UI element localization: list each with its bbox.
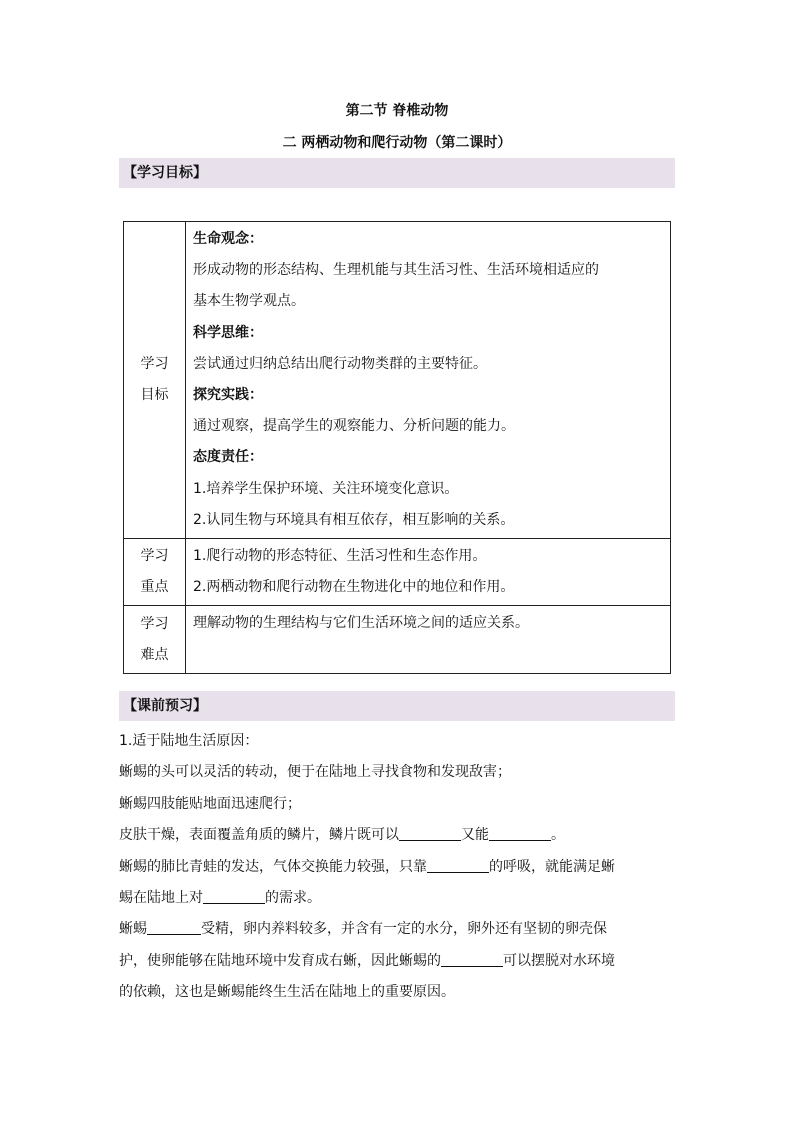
key-point-text: 1.爬行动物的形态特征、生活习性和生态作用。 [193, 548, 487, 565]
row-label-line: 目标 [140, 387, 169, 404]
preview-text: 的依赖，这也是蜥蜴能终生生活在陆地上的重要原因。 [119, 984, 455, 1001]
preview-text: 蜥蜴的肺比青蛙的发达，气体交换能力较强，只靠 [119, 858, 427, 875]
table-row [124, 606, 671, 673]
preview-line [119, 726, 679, 757]
row-label-line: 学习 [140, 356, 169, 373]
row-label [124, 606, 186, 673]
preview-section-heading: 【课前预习】 [119, 691, 675, 721]
row-label-line: 学习 [140, 548, 169, 565]
preview-line [119, 757, 679, 788]
preview-text: 受精，卵内养料较多，并含有一定的水分，卵外还有坚韧的卵壳保 [201, 921, 607, 938]
section-title: 第二节 脊椎动物 [345, 103, 449, 119]
fill-in-blank[interactable] [399, 826, 461, 841]
preview-line [119, 789, 679, 820]
goal-text: 1.培养学生保护环境、关注环境变化意识。 [193, 480, 459, 497]
preview-text: 蜥蜴的头可以灵活的转动，便于在陆地上寻找食物和发现敌害； [119, 764, 511, 781]
row-label-line: 难点 [140, 646, 169, 663]
goal-heading: 态度责任： [193, 449, 263, 466]
table-row [124, 222, 671, 539]
preview-text: 护，使卵能够在陆地环境中发育成右蜥，因此蜥蜴的 [119, 952, 441, 969]
learning-goals-table [123, 221, 671, 674]
preview-line [119, 883, 679, 914]
preview-line [119, 977, 679, 1008]
fill-in-blank[interactable] [441, 952, 503, 967]
row-content [186, 222, 671, 539]
key-point-text: 2.两栖动物和爬行动物在生物进化中的地位和作用。 [193, 579, 515, 596]
preview-content [119, 726, 679, 1009]
goal-text: 基本生物学观点。 [193, 293, 305, 310]
preview-text: 蜥蜴 [119, 921, 147, 938]
table-row [124, 539, 671, 606]
fill-in-blank[interactable] [203, 889, 265, 904]
row-label-line: 学习 [140, 615, 169, 632]
difficulty-text [193, 640, 664, 671]
preview-text: 1.适于陆地生活原因： [119, 733, 259, 749]
preview-line [119, 820, 679, 851]
goal-heading: 生命观念： [193, 231, 263, 247]
goal-heading: 科学思维： [193, 324, 263, 341]
fill-in-blank[interactable] [147, 920, 201, 935]
preview-line [119, 914, 679, 945]
preview-text: 的呼吸，就能满足蜥 [489, 858, 615, 875]
fill-in-blank[interactable] [427, 858, 489, 873]
preview-text: 蜴在陆地上对 [119, 890, 203, 907]
goal-text: 尝试通过归纳总结出爬行动物类群的主要特征。 [193, 355, 487, 372]
preview-text: 。 [551, 827, 565, 844]
row-content [186, 539, 671, 606]
preview-text: 的需求。 [265, 890, 321, 907]
goal-text: 形成动物的形态结构、生理机能与其生活习性、生活环境相适应的 [193, 262, 599, 279]
preview-text: 蜥蜴四肢能贴地面迅速爬行； [119, 795, 301, 812]
goal-text: 通过观察，提高学生的观察能力、分析问题的能力。 [193, 418, 515, 435]
goal-text: 2.认同生物与环境具有相互依存，相互影响的关系。 [193, 511, 515, 528]
preview-text: 可以摆脱对水环境 [503, 952, 615, 969]
row-label [124, 222, 186, 539]
preview-line [119, 852, 679, 883]
row-content [186, 606, 671, 673]
row-label [124, 539, 186, 606]
lesson-title: 二 两栖动物和爬行动物（第二课时） [282, 135, 512, 151]
preview-text: 皮肤干燥，表面覆盖角质的鳞片，鳞片既可以 [119, 827, 399, 844]
row-label-line: 重点 [140, 579, 169, 596]
difficulty-text: 理解动物的生理结构与它们生活环境之间的适应关系。 [193, 615, 529, 632]
fill-in-blank[interactable] [489, 826, 551, 841]
preview-line [119, 946, 679, 977]
goal-heading: 探究实践： [193, 387, 263, 404]
goals-section-heading: 【学习目标】 [119, 158, 675, 188]
preview-text: 又能 [461, 827, 489, 844]
